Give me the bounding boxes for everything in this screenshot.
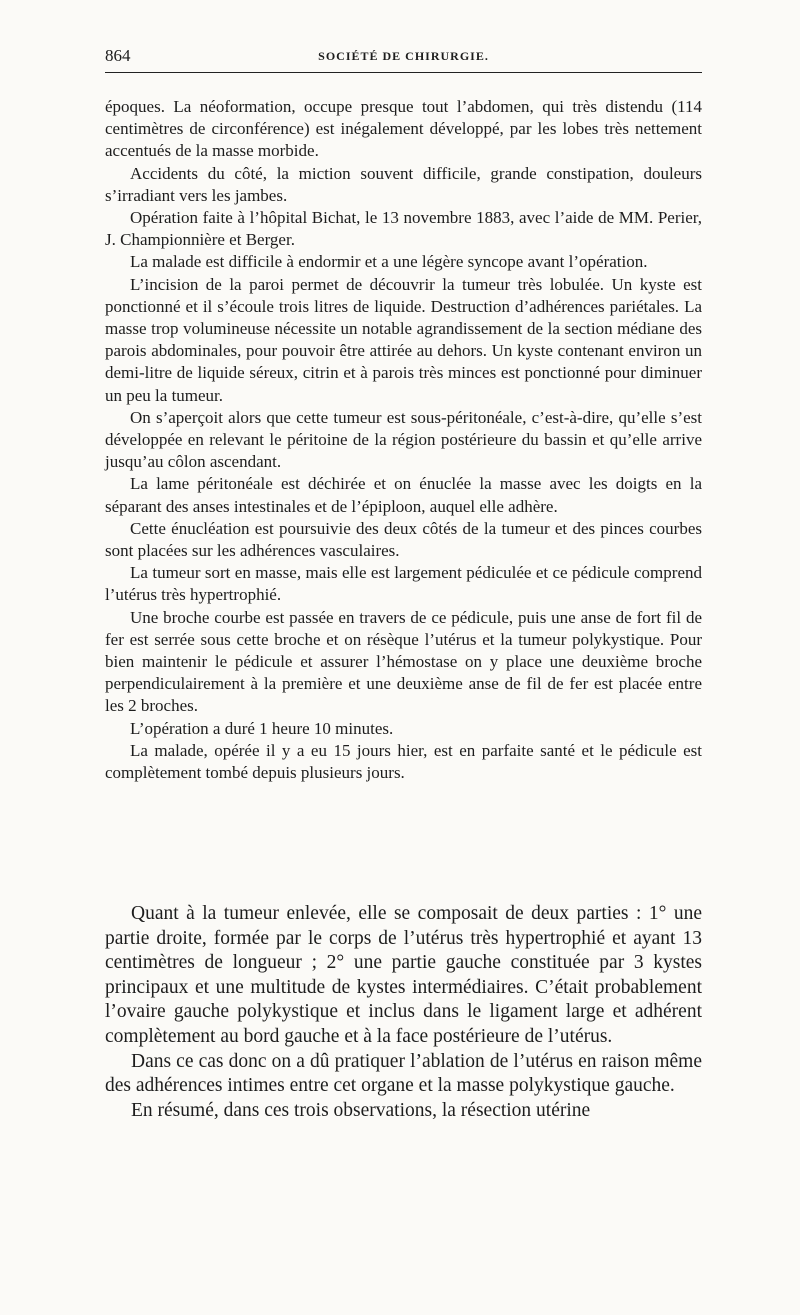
- paragraph: époques. La néoformation, occupe presque tout l’abdomen, qui très distendu (114 centimètres de circonférence) est inégalement développé, par les lobes très nettement accentués de la masse morbide.: [105, 97, 702, 161]
- paragraph: La malade est difficile à endormir et a une légère syncope avant l’opération.: [130, 252, 648, 272]
- discussion-text: [105, 902, 702, 1123]
- page-number: 864: [105, 46, 131, 65]
- paragraph: Opération faite à l’hôpital Bichat, le 13 novembre 1883, avec l’aide de MM. Perier, J. Championnière et Berger.: [105, 208, 702, 250]
- paragraph: Dans ce cas donc on a dû pratiquer l’ablation de l’utérus en raison même des adhérences intimes entre cet organe et la masse polykystique gauche.: [105, 1050, 702, 1097]
- paragraph: L’opération a duré 1 heure 10 minutes.: [130, 718, 394, 738]
- paragraph: On s’aperçoit alors que cette tumeur est sous-péritonéale, c’est-à-dire, qu’elle s’est développée en relevant le péritoine de la région postérieure du bassin et qu’elle arrive jusqu’au côlon ascendant.: [105, 407, 702, 472]
- page-header: [105, 46, 702, 73]
- observation-text: [105, 96, 702, 784]
- paragraph: L’incision de la paroi permet de découvrir la tumeur très lobulée. Un kyste est ponctionné et il s’écoule trois litres de liquide. Destruction d’adhérences pariétales. La masse trop volumineuse nécessite un notable agrandissement de la section médiane des parois abdominales, pour pouvoir être attirée au dehors. Un kyste contenant environ un demi-litre de liquide séreux, citrin et à parois très minces est ponctionné pour diminuer un peu la tumeur.: [105, 274, 702, 405]
- paragraph: Cette énucléation est poursuivie des deux côtés de la tumeur et des pinces courbes sont placées sur les adhérences vasculaires.: [105, 518, 702, 561]
- paragraph: La malade, opérée il y a eu 15 jours hier, est en parfaite santé et le pédicule est complètement tombé depuis plusieurs jours.: [105, 740, 702, 783]
- paragraph: Quant à la tumeur enlevée, elle se composait de deux parties : 1° une partie droite, formée par le corps de l’utérus très hypertrophié et ayant 13 centimètres de longueur ; 2° une partie gauche constituée par 3 kystes principaux et une multitude de kystes intermédiaires. C’était probablement l’ovaire gauche polykystique et inclus dans le ligament large et adhérent complètement au bord gauche et à la face postérieure de l’utérus.: [105, 903, 702, 1047]
- paragraph: Une broche courbe est passée en travers de ce pédicule, puis une anse de fort fil de fer est serrée sous cette broche et on résèque l’utérus et la tumeur polykystique. Pour bien maintenir le pédicule et assurer l’hémostase on y place une deuxième broche perpendiculairement à la première et une deuxième anse de fil de fer est placée entre les 2 broches.: [105, 607, 702, 716]
- paragraph: En résumé, dans ces trois observations, la résection utérine: [131, 1099, 591, 1121]
- paragraph: Accidents du côté, la miction souvent difficile, grande constipation, douleurs s’irradiant vers les jambes.: [105, 163, 702, 205]
- running-head: SOCIÉTÉ DE CHIRURGIE.: [318, 49, 489, 63]
- paragraph: La tumeur sort en masse, mais elle est largement pédiculée et ce pédicule comprend l’utérus très hypertrophié.: [105, 563, 702, 605]
- paragraph: La lame péritonéale est déchirée et on énuclée la masse avec les doigts en la séparant des anses intestinales et de l’épiploon, auquel elle adhère.: [105, 474, 702, 516]
